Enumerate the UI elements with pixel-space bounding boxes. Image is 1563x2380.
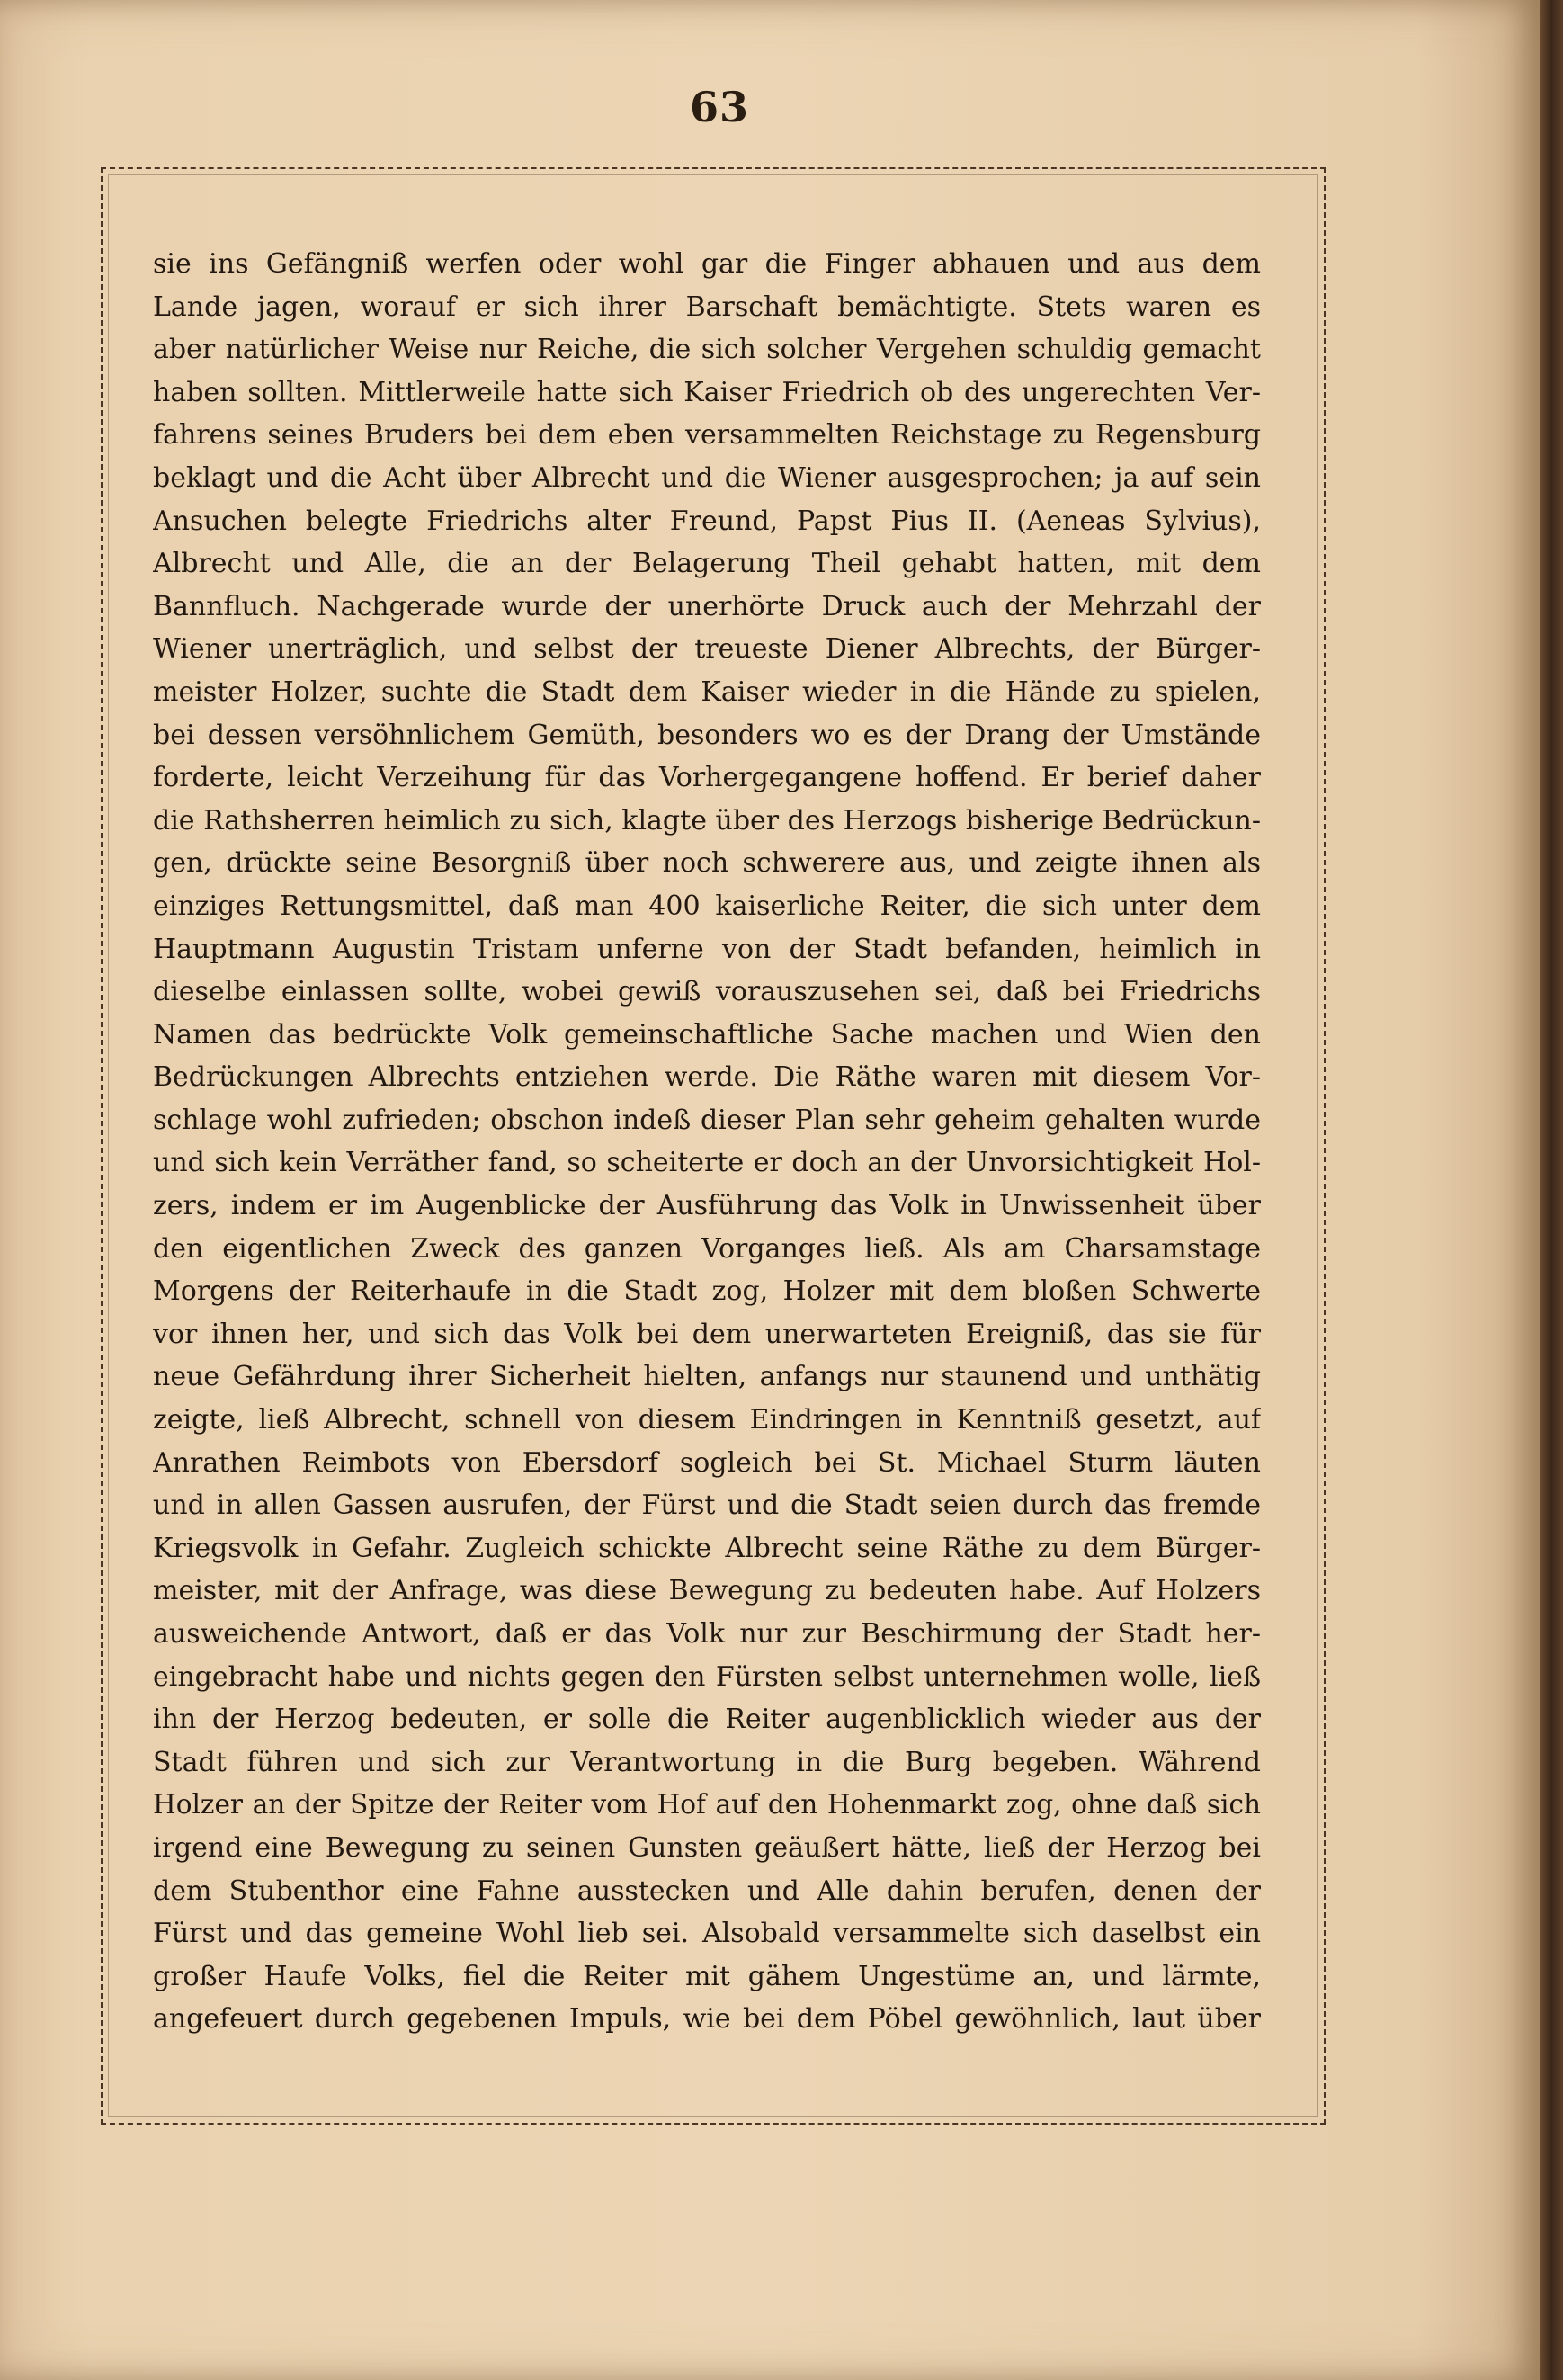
text-line: Fürst und das gemeine Wohl lieb sei. Alsobald versammelte sich daselbst ein bbox=[153, 1918, 1261, 1950]
text-line: Kriegsvolk in Gefahr. Zugleich schickte Albrecht seine Räthe zu dem Bürger- bbox=[153, 1532, 1261, 1564]
text-line: beklagt und die Acht über Albrecht und die Wiener ausgesprochen; ja auf sein bbox=[153, 461, 1261, 494]
text-line: die Rathsherren heimlich zu sich, klagte über des Herzogs bisherige Bedrückun- bbox=[153, 804, 1261, 837]
text-line: und sich kein Verräther fand, so scheiterte er doch an der Unvorsichtigkeit Hol- bbox=[153, 1147, 1261, 1179]
text-line: ihn der Herzog bedeuten, er solle die Reiter augenblicklich wieder aus der bbox=[153, 1704, 1261, 1736]
text-line: sie ins Gefängniß werfen oder wohl gar die Finger abhauen und aus dem bbox=[153, 248, 1261, 280]
body-text bbox=[153, 243, 1261, 2041]
text-line: Hauptmann Augustin Tristam unferne von der Stadt befanden, heimlich in bbox=[153, 933, 1261, 965]
text-line: forderte, leicht Verzeihung für das Vorhergegangene hoffend. Er berief daher bbox=[153, 762, 1261, 794]
text-line: einziges Rettungsmittel, daß man 400 kaiserliche Reiter, die sich unter dem bbox=[153, 890, 1261, 922]
book-spine bbox=[1540, 0, 1563, 2380]
text-line: Lande jagen, worauf er sich ihrer Barschaft bemächtigte. Stets waren es bbox=[153, 291, 1261, 323]
text-line: Holzer an der Spitze der Reiter vom Hof auf den Hohenmarkt zog, ohne daß sich bbox=[153, 1789, 1261, 1821]
text-line: Ansuchen belegte Friedrichs alter Freund, Papst Pius II. (Aeneas Sylvius), bbox=[153, 505, 1261, 537]
text-line: angefeuert durch gegebenen Impuls, wie bei dem Pöbel gewöhnlich, laut über bbox=[153, 2003, 1261, 2036]
text-line: fahrens seines Bruders bei dem eben versammelten Reichstage zu Regensburg bbox=[153, 419, 1261, 452]
text-line: aber natürlicher Weise nur Reiche, die sich solcher Vergehen schuldig gemacht bbox=[153, 334, 1261, 366]
text-line: ausweichende Antwort, daß er das Volk nur zur Beschirmung der Stadt her- bbox=[153, 1618, 1261, 1650]
text-line: eingebracht habe und nichts gegen den Fürsten selbst unternehmen wolle, ließ bbox=[153, 1660, 1261, 1693]
text-line: großer Haufe Volks, fiel die Reiter mit gähem Ungestüme an, und lärmte, bbox=[153, 1960, 1261, 1992]
text-line: Albrecht und Alle, die an der Belagerung Theil gehabt hatten, mit dem bbox=[153, 548, 1261, 580]
text-line: Stadt führen und sich zur Verantwortung in die Burg begeben. Während bbox=[153, 1746, 1261, 1778]
text-line: den eigentlichen Zweck des ganzen Vorganges ließ. Als am Charsamstage bbox=[153, 1232, 1261, 1265]
text-line: zers, indem er im Augenblicke der Ausführung das Volk in Unwissenheit über bbox=[153, 1190, 1261, 1222]
text-line: gen, drückte seine Besorgniß über noch schwerere aus, und zeigte ihnen als bbox=[153, 847, 1261, 880]
text-line: neue Gefährdung ihrer Sicherheit hielten, anfangs nur staunend und unthätig bbox=[153, 1361, 1261, 1393]
text-line: Bannfluch. Nachgerade wurde der unerhörte Druck auch der Mehrzahl der bbox=[153, 590, 1261, 622]
text-line: meister Holzer, suchte die Stadt dem Kaiser wieder in die Hände zu spielen, bbox=[153, 676, 1261, 708]
text-line: Anrathen Reimbots von Ebersdorf sogleich bei St. Michael Sturm läuten bbox=[153, 1446, 1261, 1479]
text-line: Namen das bedrückte Volk gemeinschaftliche Sache machen und Wien den bbox=[153, 1018, 1261, 1051]
text-line: vor ihnen her, und sich das Volk bei dem unerwarteten Ereigniß, das sie für bbox=[153, 1318, 1261, 1350]
text-line: dem Stubenthor eine Fahne ausstecken und Alle dahin berufen, denen der bbox=[153, 1874, 1261, 1907]
page-number: 63 bbox=[689, 83, 749, 131]
text-line: haben sollten. Mittlerweile hatte sich Kaiser Friedrich ob des ungerechten Ver- bbox=[153, 376, 1261, 408]
text-line: Wiener unerträglich, und selbst der treueste Diener Albrechts, der Bürger- bbox=[153, 633, 1261, 666]
text-line: meister, mit der Anfrage, was diese Bewegung zu bedeuten habe. Auf Holzers bbox=[153, 1575, 1261, 1607]
text-line: irgend eine Bewegung zu seinen Gunsten geäußert hätte, ließ der Herzog bei bbox=[153, 1831, 1261, 1864]
text-line: Bedrückungen Albrechts entziehen werde. Die Räthe waren mit diesem Vor- bbox=[153, 1061, 1261, 1094]
text-line: dieselbe einlassen sollte, wobei gewiß vorauszusehen sei, daß bei Friedrichs bbox=[153, 976, 1261, 1008]
text-line: zeigte, ließ Albrecht, schnell von diesem Eindringen in Kenntniß gesetzt, auf bbox=[153, 1404, 1261, 1436]
text-line: Morgens der Reiterhaufe in die Stadt zog, Holzer mit dem bloßen Schwerte bbox=[153, 1275, 1261, 1308]
text-line: und in allen Gassen ausrufen, der Fürst und die Stadt seien durch das fremde bbox=[153, 1490, 1261, 1522]
text-line: bei dessen versöhnlichem Gemüth, besonders wo es der Drang der Umstände bbox=[153, 719, 1261, 751]
text-line: schlage wohl zufrieden; obschon indeß dieser Plan sehr geheim gehalten wurde bbox=[153, 1104, 1261, 1136]
